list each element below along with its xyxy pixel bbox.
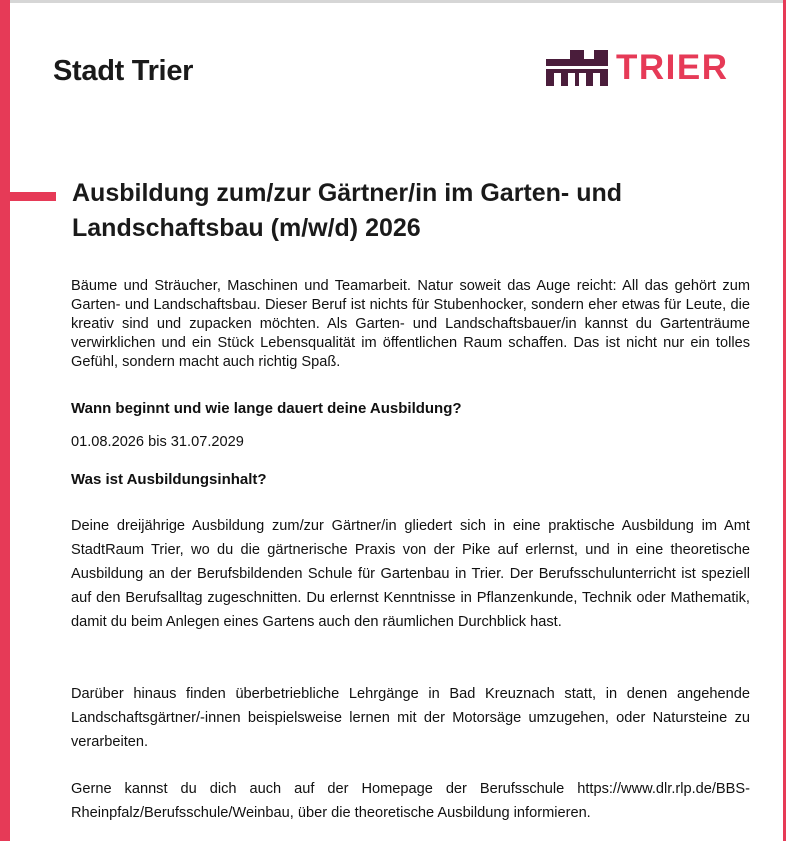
content-paragraph: Gerne kannst du dich auch auf der Homepage der Berufsschule https://www.dlr.rlp.de/BBS-Rheinpfalz/Berufsschule/Weinbau, über die theoretische Ausbildung informieren. bbox=[71, 781, 750, 821]
content-heading: Was ist Ausbildungsinhalt? bbox=[71, 471, 267, 488]
city-logo[interactable] bbox=[546, 48, 729, 88]
content-paragraph: Darüber hinaus finden überbetriebliche Lehrgänge in Bad Kreuznach statt, in denen angehende Landschaftsgärtner/-innen beispielsweise lernen mit der Motorsäge umzugehen, oder Natursteine zu verarbeiten. bbox=[71, 686, 750, 750]
content-paragraph: Deine dreijährige Ausbildung zum/zur Gärtner/in gliedert sich in eine praktische Ausbildung im Amt StadtRaum Trier, wo du die gärtnerische Praxis von der Pike auf erlernst, und in eine theoretische Ausbildung an der Berufsbildenden Schule für Gartenbau in Trier. Der Berufsschulunterricht ist speziell auf den Berufsalltag zugeschnitten. Du erlernst Kenntnisse in Pflanzenkunde, Technik oder Mathematik, damit du beim Anlegen eines Gartens auch den räumlichen Durchblick hast. bbox=[71, 518, 750, 630]
duration-text: 01.08.2026 bis 31.07.2029 bbox=[71, 434, 244, 450]
logo-wordmark: TRIER bbox=[616, 48, 729, 87]
page-frame-top bbox=[0, 0, 786, 3]
title-accent-bar bbox=[0, 192, 56, 201]
porta-nigra-icon bbox=[546, 50, 608, 86]
intro-paragraph: Bäume und Sträucher, Maschinen und Teamarbeit. Natur soweit das Auge reicht: All das gehört zum Garten- und Landschaftsbau. Dieser Beruf ist nichts für Stubenhocker, sondern eher etwas für Leute, die kreativ sind und zupacken möchten. Als Garten- und Landschaftsbauer/in kannst du Gartenträume verwirklichen und ein Stück Lebensqualität im öffentlichen Raum schaffen. Das ist nicht nur ein tolles Gefühl, sondern macht auch richtig Spaß. bbox=[71, 278, 750, 370]
page-frame-left-bar bbox=[0, 0, 10, 841]
duration-heading: Wann beginnt und wie lange dauert deine Ausbildung? bbox=[71, 400, 462, 417]
document-title: Ausbildung zum/zur Gärtner/in im Garten- und Landschaftsbau (m/w/d) 2026 bbox=[72, 179, 623, 242]
organization-name: Stadt Trier bbox=[53, 55, 194, 87]
